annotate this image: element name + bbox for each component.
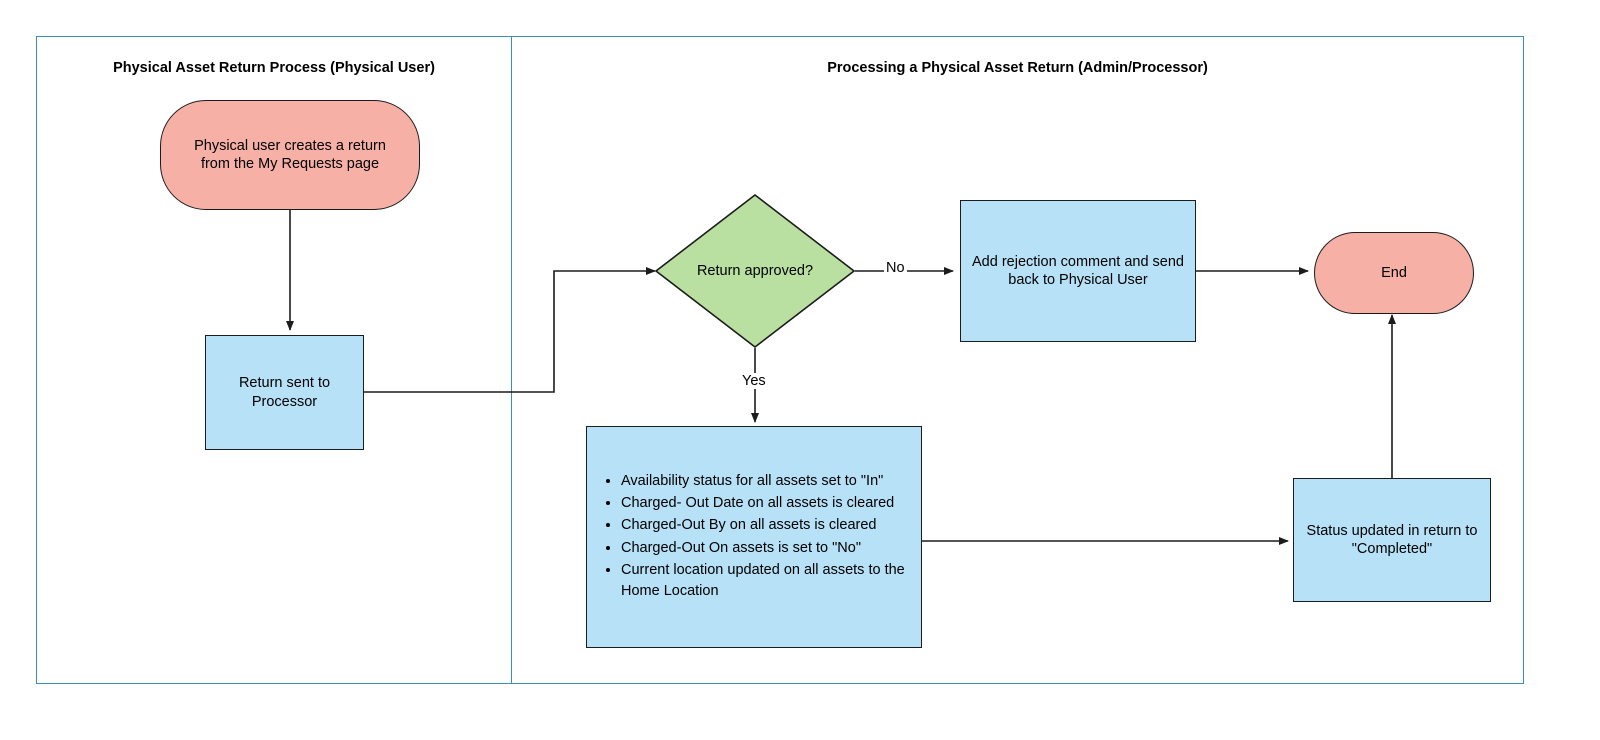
lane-title-admin-processor: Processing a Physical Asset Return (Admin/Processor) xyxy=(827,60,1208,76)
list-item: • Availability status for all assets set to "In" xyxy=(621,471,911,492)
node-return-sent-to-processor[interactable] xyxy=(205,335,364,450)
node-decision-return-approved[interactable] xyxy=(655,194,855,348)
list-item: • Charged-Out On assets is set to "No" xyxy=(621,538,911,559)
node-status-updated-label: Status updated in return to "Completed" xyxy=(1306,522,1478,557)
node-decision-label: Return approved? xyxy=(696,263,814,279)
list-item: • Charged- Out Date on all assets is cleared xyxy=(621,493,911,514)
edge-label-no: No xyxy=(886,260,905,276)
lane-title-physical-user: Physical Asset Return Process (Physical User) xyxy=(113,60,435,76)
node-add-rejection-comment[interactable] xyxy=(960,200,1196,342)
node-rejection-label: Add rejection comment and send back to Physical User xyxy=(972,253,1184,288)
node-start-label: Physical user creates a return from the My Requests page xyxy=(194,137,386,172)
list-item: • Current location updated on all assets to the Home Location xyxy=(621,560,911,602)
list-item: • Charged-Out By on all assets is cleared xyxy=(621,515,911,536)
node-end-label: End xyxy=(1381,264,1407,281)
node-return-actions[interactable] xyxy=(586,426,922,648)
node-start[interactable] xyxy=(160,100,420,210)
return-actions-list xyxy=(587,471,921,602)
node-end[interactable] xyxy=(1314,232,1474,314)
node-return-sent-label: Return sent to Processor xyxy=(238,375,331,410)
node-status-updated[interactable] xyxy=(1293,478,1491,602)
edge-label-yes: Yes xyxy=(742,373,766,389)
